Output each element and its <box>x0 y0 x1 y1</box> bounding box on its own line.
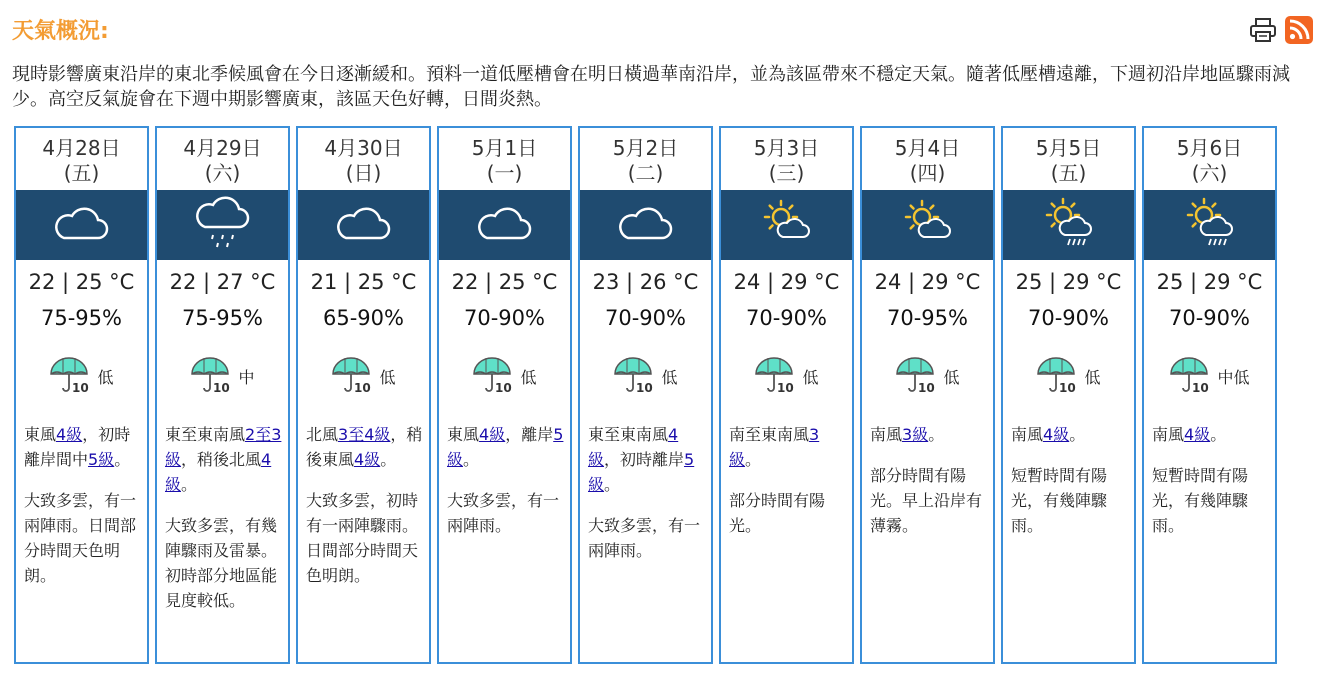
weather-icon-band <box>298 190 429 260</box>
weekday-label: (五) <box>1050 161 1087 185</box>
day-date <box>1003 136 1134 186</box>
wind-force-link[interactable]: 3級 <box>729 425 820 469</box>
forecast-day <box>1001 126 1136 664</box>
rain-probability-label: 低 <box>943 367 960 387</box>
wind-force-link[interactable]: 3至4級 <box>338 425 391 444</box>
temperature-range: 22 | 25 °C <box>28 270 135 294</box>
wind-text: 。 <box>463 450 480 469</box>
day-date <box>1144 136 1275 186</box>
forecast-day <box>719 126 854 664</box>
day-date <box>580 136 711 186</box>
wind-text: ，稍後東風 <box>306 425 423 469</box>
weather-description: 大致多雲，有一兩陣雨。 <box>447 491 560 535</box>
wind-text: 。 <box>1069 425 1086 444</box>
temperature-range: 24 | 29 °C <box>874 270 981 294</box>
day-date <box>298 136 429 186</box>
rain-probability <box>862 354 993 398</box>
weekday-label: (四) <box>909 161 946 185</box>
date-label: 5月3日 <box>753 136 820 160</box>
temperature-range: 21 | 25 °C <box>310 270 417 294</box>
rain-probability-label: 低 <box>802 367 819 387</box>
wind-text: ，初時離岸 <box>604 450 685 469</box>
wind-force-link[interactable]: 5級 <box>588 450 695 494</box>
wind-text: ，初時離岸間中 <box>24 425 131 469</box>
forecast-day <box>296 126 431 664</box>
forecast-day <box>1142 126 1277 664</box>
day-date <box>16 136 147 186</box>
humidity-range: 75-95% <box>41 306 122 330</box>
date-label: 5月5日 <box>1035 136 1102 160</box>
umbrella-icon <box>754 354 798 398</box>
wind-force-link[interactable]: 2至3級 <box>165 425 282 469</box>
rain-probability <box>721 354 852 398</box>
svg-text:10: 10 <box>1059 381 1077 394</box>
temperature-range: 22 | 27 °C <box>169 270 276 294</box>
wind-force-link[interactable]: 4級 <box>1184 425 1211 444</box>
umbrella-icon <box>331 354 375 398</box>
rain-probability <box>157 354 288 398</box>
forecast-day <box>578 126 713 664</box>
day-date <box>862 136 993 186</box>
wind-text: 。 <box>1210 425 1227 444</box>
wind-text: 東風 <box>447 425 480 444</box>
sun-cloud-icon <box>757 197 817 253</box>
rain-probability-label: 低 <box>97 367 114 387</box>
cloudy-icon <box>616 198 676 252</box>
weekday-label: (三) <box>768 161 805 185</box>
wind-text: 。 <box>604 475 621 494</box>
wind-force-link[interactable]: 4級 <box>56 425 83 444</box>
humidity-range: 70-90% <box>464 306 545 330</box>
humidity-range: 70-95% <box>887 306 968 330</box>
cloudy-icon <box>52 198 112 252</box>
day-date <box>721 136 852 186</box>
weather-description: 大致多雲，有幾陣驟雨及雷暴。初時部分地區能見度較低。 <box>165 516 278 610</box>
forecast-day <box>437 126 572 664</box>
weather-description: 大致多雲，有一兩陣雨。 <box>588 516 701 560</box>
wind-forecast <box>447 422 567 472</box>
weather-description: 部分時間有陽光。早上沿岸有薄霧。 <box>870 466 983 535</box>
rain-probability-label: 中 <box>238 367 255 387</box>
humidity-range: 70-90% <box>605 306 686 330</box>
forecast-summary: 現時影響廣東沿岸的東北季候風會在今日逐漸緩和。預料一道低壓槽會在明日橫過華南沿岸，並為該區帶來不穩定天氣。隨著低壓槽遠離，下週初沿岸地區驟雨減少。高空反氣旋會在下週中期影響廣東，該區天色好轉，日間炎熱。 <box>12 64 1290 110</box>
rain-probability-label: 低 <box>520 367 537 387</box>
temperature-range: 25 | 29 °C <box>1015 270 1122 294</box>
svg-text:10: 10 <box>918 381 936 394</box>
wind-force-link[interactable]: 5級 <box>88 450 115 469</box>
umbrella-icon <box>613 354 657 398</box>
wind-force-link[interactable]: 4級 <box>165 450 272 494</box>
wind-text: 。 <box>745 450 762 469</box>
wind-force-link[interactable]: 3級 <box>902 425 929 444</box>
sun-cloud-icon <box>898 197 958 253</box>
rain-probability <box>439 354 570 398</box>
weather-description: 大致多雲，有一兩陣雨。日間部分時間天色明朗。 <box>24 491 137 585</box>
wind-text: 北風 <box>306 425 339 444</box>
wind-text: 東至東南風 <box>588 425 669 444</box>
day-date <box>439 136 570 186</box>
forecast-day <box>860 126 995 664</box>
rain-probability <box>1144 354 1275 398</box>
weekday-label: (五) <box>63 161 100 185</box>
weather-icon-band <box>439 190 570 260</box>
date-label: 5月4日 <box>894 136 961 160</box>
temperature-range: 22 | 25 °C <box>451 270 558 294</box>
weather-icon-band <box>862 190 993 260</box>
cloudy-icon <box>334 198 394 252</box>
wind-text: ，離岸 <box>505 425 554 444</box>
weather-icon-band <box>16 190 147 260</box>
forecast-days <box>14 126 1277 664</box>
rain-probability <box>580 354 711 398</box>
weekday-label: (一) <box>486 161 523 185</box>
weather-description: 短暫時間有陽光，有幾陣驟雨。 <box>1152 466 1249 535</box>
wind-text: ，稍後北風 <box>181 450 262 469</box>
date-label: 4月29日 <box>183 136 262 160</box>
humidity-range: 70-90% <box>1028 306 1109 330</box>
rain-probability <box>298 354 429 398</box>
wind-force-link[interactable]: 5級 <box>447 425 564 469</box>
wind-text: 東至東南風 <box>165 425 246 444</box>
wind-text: 南風 <box>1152 425 1185 444</box>
umbrella-icon <box>1169 354 1213 398</box>
weekday-label: (日) <box>345 161 382 185</box>
rain-probability-label: 中低 <box>1217 367 1250 387</box>
wind-force-link[interactable]: 4級 <box>354 450 381 469</box>
svg-text:10: 10 <box>72 381 90 394</box>
temperature-range: 23 | 26 °C <box>592 270 699 294</box>
wind-text: 。 <box>181 475 198 494</box>
svg-text:10: 10 <box>777 381 795 394</box>
rain-probability-label: 低 <box>661 367 678 387</box>
wind-text: 。 <box>928 425 945 444</box>
rain-probability-label: 低 <box>1084 367 1101 387</box>
wind-text: 南風 <box>1011 425 1044 444</box>
weekday-label: (六) <box>1191 161 1228 185</box>
forecast-day <box>155 126 290 664</box>
weekday-label: (二) <box>627 161 664 185</box>
date-label: 5月2日 <box>612 136 679 160</box>
weekday-label: (六) <box>204 161 241 185</box>
weather-icon-band <box>721 190 852 260</box>
cloudy-icon <box>475 198 535 252</box>
rain-probability-label: 低 <box>379 367 396 387</box>
humidity-range: 75-95% <box>182 306 263 330</box>
svg-text:10: 10 <box>495 381 513 394</box>
date-label: 4月28日 <box>42 136 121 160</box>
cloud-rain-icon <box>193 195 253 255</box>
weather-description: 短暫時間有陽光，有幾陣驟雨。 <box>1011 466 1108 535</box>
temperature-range: 25 | 29 °C <box>1156 270 1263 294</box>
umbrella-icon <box>1036 354 1080 398</box>
weather-description: 大致多雲，初時有一兩陣驟雨。日間部分時間天色明朗。 <box>306 491 419 585</box>
wind-forecast <box>24 422 144 472</box>
sun-shower-icon <box>1039 195 1099 255</box>
forecast-day <box>14 126 149 664</box>
wind-forecast <box>870 422 990 447</box>
humidity-range: 65-90% <box>323 306 404 330</box>
weather-icon-band <box>1144 190 1275 260</box>
wind-text: 。 <box>380 450 397 469</box>
wind-force-link[interactable]: 4級 <box>588 425 679 469</box>
printer-icon[interactable] <box>1249 16 1277 44</box>
wind-text: 南風 <box>870 425 903 444</box>
svg-text:10: 10 <box>213 381 231 394</box>
wind-forecast <box>306 422 426 472</box>
date-label: 5月6日 <box>1176 136 1243 160</box>
rss-icon[interactable] <box>1285 16 1313 44</box>
weather-icon-band <box>157 190 288 260</box>
wind-forecast <box>729 422 849 472</box>
svg-text:10: 10 <box>636 381 654 394</box>
wind-text: 東風 <box>24 425 57 444</box>
umbrella-icon <box>895 354 939 398</box>
rain-probability <box>16 354 147 398</box>
page-title: 天氣概況: <box>12 19 109 44</box>
wind-forecast <box>165 422 285 497</box>
day-date <box>157 136 288 186</box>
wind-force-link[interactable]: 4級 <box>1043 425 1070 444</box>
humidity-range: 70-90% <box>1169 306 1250 330</box>
umbrella-icon <box>472 354 516 398</box>
umbrella-icon <box>49 354 93 398</box>
sun-shower-icon <box>1180 195 1240 255</box>
weather-icon-band <box>1003 190 1134 260</box>
wind-forecast <box>588 422 708 497</box>
umbrella-icon <box>190 354 234 398</box>
svg-text:10: 10 <box>354 381 372 394</box>
rain-probability <box>1003 354 1134 398</box>
weather-icon-band <box>580 190 711 260</box>
svg-text:10: 10 <box>1192 381 1210 394</box>
wind-text: 。 <box>114 450 131 469</box>
date-label: 4月30日 <box>324 136 403 160</box>
wind-forecast <box>1152 422 1272 447</box>
wind-force-link[interactable]: 4級 <box>479 425 506 444</box>
temperature-range: 24 | 29 °C <box>733 270 840 294</box>
wind-forecast <box>1011 422 1131 447</box>
wind-text: 南至東南風 <box>729 425 810 444</box>
date-label: 5月1日 <box>471 136 538 160</box>
weather-description: 部分時間有陽光。 <box>729 491 826 535</box>
humidity-range: 70-90% <box>746 306 827 330</box>
toolbar <box>1249 16 1313 44</box>
